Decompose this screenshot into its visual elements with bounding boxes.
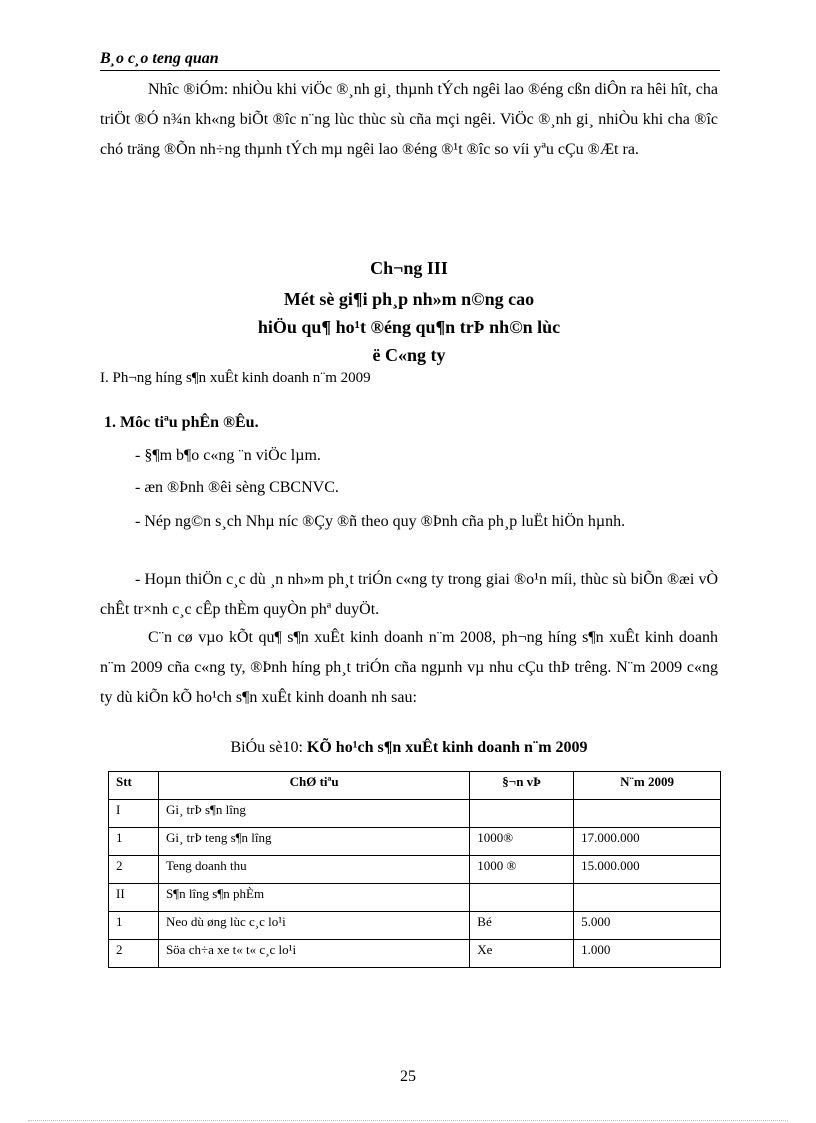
basis-paragraph: C¨n cø vµo kÕt qu¶ s¶n xuÊt kinh doanh n¨m 2008, ph¬ng híng s¶n xuÊt kinh doanh n¨m 2009 cña c«ng ty, ®Þnh híng ph¸t triÓn cña ngµnh vµ nhu cÇu thÞ trêng. N¨m 2009 c«ng ty dù kiÕn kÕ ho¹ch s¶n xuÊt kinh doanh nh sau: — [100, 629, 718, 706]
table-cell: 1 — [109, 912, 159, 940]
table-cell: I — [109, 800, 159, 828]
table-cell: 2 — [109, 940, 159, 968]
table-cell: 15.000.000 — [574, 856, 721, 884]
bullet-item: - §¶m b¶o c«ng ¨n viÖc lµm. — [135, 447, 321, 464]
table-row — [109, 912, 721, 940]
column-header: Stt — [109, 772, 159, 800]
chapter-number: Ch¬ng III — [370, 258, 448, 278]
column-header: §¬n vÞ — [470, 772, 574, 800]
table-cell: 1000 ® — [470, 856, 574, 884]
document-header: B¸o c¸o teng quan — [100, 50, 720, 71]
production-plan-table — [108, 771, 721, 968]
table-row — [109, 800, 721, 828]
bullet-item: - æn ®Þnh ®êi sèng CBCNVC. — [135, 479, 339, 496]
intro-paragraph: Nhîc ®iÓm: nhiÒu khi viÖc ®¸nh gi¸ thµnh tÝch ngêi lao ®éng cßn diÔn ra hêi hît, cha triÖt ®Ó n¾n kh«ng biÕt ®îc n¨ng lùc thùc sù cña mçi ngêi. ViÖc ®¸nh gi¸ nhiÒu khi cha ®îc chó träng ®Õn nh÷ng thµnh tÝch mµ ngêi lao ®éng ®¹t ®îc so víi yªu cÇu ®Æt ra. — [100, 81, 718, 158]
column-header: ChØ tiªu — [158, 772, 469, 800]
table-cell: 2 — [109, 856, 159, 884]
bullet-item: - Hoµn thiÖn c¸c dù ¸n nh»m ph¸t triÓn c«ng ty trong giai ®o¹n míi, thùc sù biÕn ®æi vÒ chÊt tr×nh c¸c cÊp thÈm quyÒn phª duyÖt. — [100, 571, 718, 618]
chapter-title-line-3: ë C«ng ty — [372, 345, 446, 365]
table-header-row — [109, 772, 721, 800]
table-cell: 1.000 — [574, 940, 721, 968]
table-cell: Söa ch÷a xe t« t« c¸c lo¹i — [158, 940, 469, 968]
table-cell: Bé — [470, 912, 574, 940]
table-cell: Gi¸ trÞ s¶n lîng — [158, 800, 469, 828]
table-row — [109, 884, 721, 912]
table-cell: Neo dù øng lùc c¸c lo¹i — [158, 912, 469, 940]
table-cell: 1000® — [470, 828, 574, 856]
table-row — [109, 940, 721, 968]
table-row — [109, 828, 721, 856]
table-caption-prefix: BiÓu sè10: — [230, 739, 303, 756]
chapter-title-line-1: Mét sè gi¶i ph¸p nh»m n©ng cao — [283, 289, 535, 309]
table-cell: 17.000.000 — [574, 828, 721, 856]
table-cell — [470, 884, 574, 912]
table-cell — [574, 884, 721, 912]
table-cell: Xe — [470, 940, 574, 968]
table-cell: Teng doanh thu — [158, 856, 469, 884]
subsection-heading: 1. Môc tiªu phÊn ®Êu. — [104, 414, 259, 431]
table-row — [109, 856, 721, 884]
table-cell: S¶n lîng s¶n phÈm — [158, 884, 469, 912]
table-caption — [100, 739, 718, 757]
table-caption-title: KÕ ho¹ch s¶n xuÊt kinh doanh n¨m 2009 — [306, 739, 588, 756]
bullet-item: - Nép ng©n s¸ch Nhµ níc ®Çy ®ñ theo quy ®Þnh cña ph¸p luËt hiÖn hµnh. — [135, 513, 626, 530]
table-cell: II — [109, 884, 159, 912]
table-cell — [574, 800, 721, 828]
table-cell: 1 — [109, 828, 159, 856]
page-bottom-divider — [28, 1120, 788, 1121]
page-number: 25 — [400, 1068, 416, 1085]
table-cell — [470, 800, 574, 828]
table-cell: 5.000 — [574, 912, 721, 940]
chapter-title-line-2: hiÖu qu¶ ho¹t ®éng qu¶n trÞ nh©n lùc — [257, 317, 561, 337]
column-header: N¨m 2009 — [574, 772, 721, 800]
section-heading: I. Ph¬ng híng s¶n xuÊt kinh doanh n¨m 2009 — [100, 370, 371, 386]
table-cell: Gi¸ trÞ teng s¶n lîng — [158, 828, 469, 856]
